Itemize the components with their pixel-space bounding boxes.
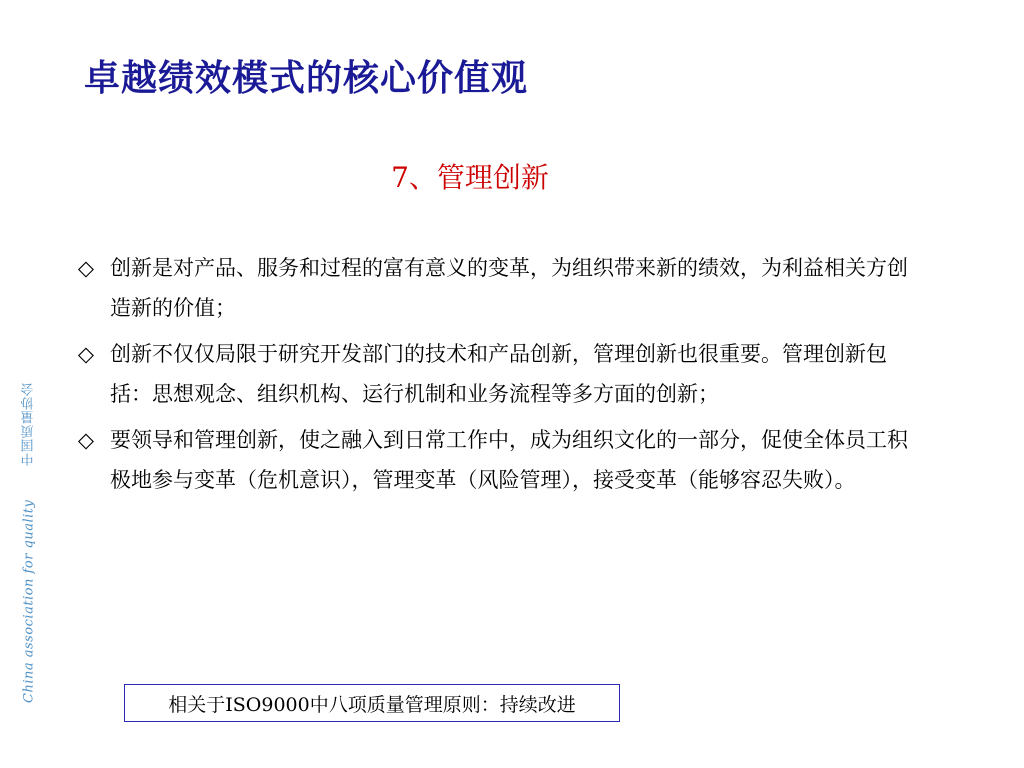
diamond-bullet-icon: ◇ [77,342,95,366]
bullet-text: 创新是对产品、服务和过程的富有意义的变革，为组织带来新的绩效，为利益相关方创造新的价值； [110,256,908,320]
bullet-item [74,420,924,500]
bullet-item [74,248,924,328]
brand-chinese-text: 中国质量协会 [21,382,37,466]
bullet-list [74,248,924,506]
bullet-text: 创新不仅仅局限于研究开发部门的技术和产品创新，管理创新也很重要。管理创新包括：思想观念、组织机构、运行机制和业务流程等多方面的创新； [110,342,887,406]
section-heading: 7、管理创新 [391,161,549,194]
bullet-text: 要领导和管理创新，使之融入到日常工作中，成为组织文化的一部分，促使全体员工积极地参与变革（危机意识），管理变革（风险管理），接受变革（能够容忍失败）。 [110,428,908,492]
diamond-bullet-icon: ◇ [77,428,95,452]
note-box: 相关于ISO9000中八项质量管理原则：持续改进 [124,684,620,722]
vertical-branding [18,382,40,702]
brand-english-text: China association for quality [21,500,37,704]
bullet-item [74,334,924,414]
slide-title: 卓越绩效模式的核心价值观 [84,58,529,99]
diamond-bullet-icon: ◇ [77,256,95,280]
